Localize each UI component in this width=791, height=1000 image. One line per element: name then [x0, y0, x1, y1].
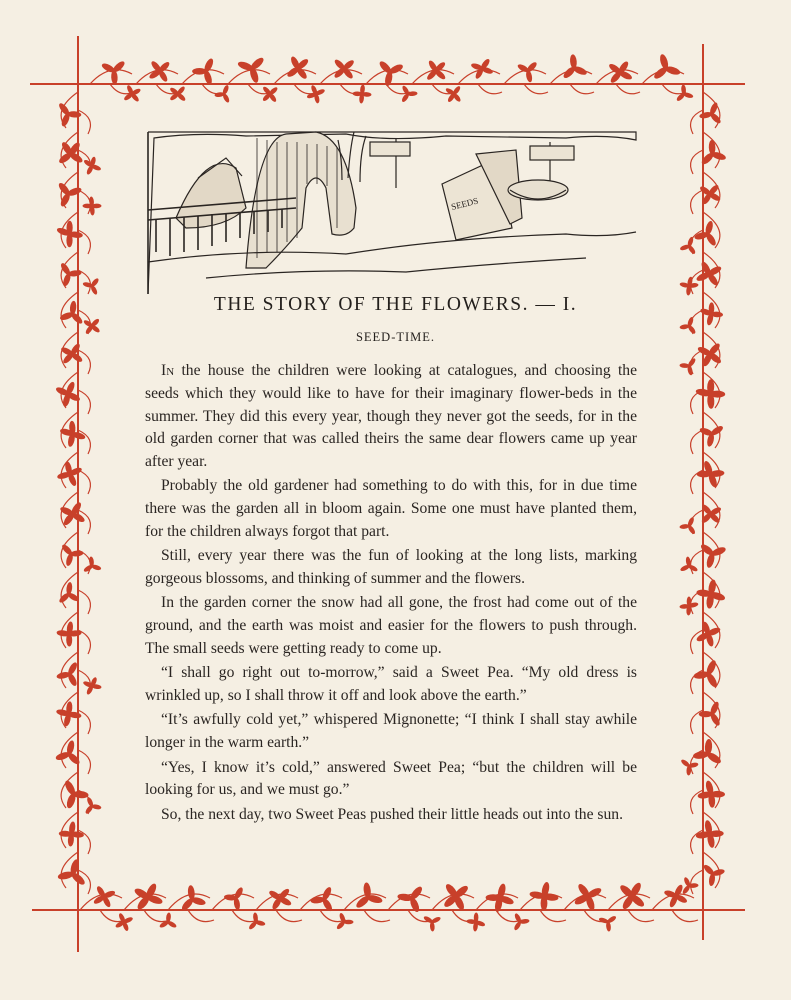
vine-stem — [364, 910, 390, 922]
leaf-cluster — [63, 779, 89, 809]
leaf-cluster — [696, 579, 726, 609]
seed-packets — [442, 150, 522, 240]
leaf-cluster — [310, 886, 334, 913]
leaf-cluster — [192, 57, 215, 85]
drop-lead-word: In — [161, 362, 175, 379]
vine-stem — [78, 470, 90, 494]
leaf-cluster — [680, 758, 699, 775]
vine-stem — [78, 750, 90, 774]
leaf-cluster — [82, 676, 101, 695]
leaf-cluster — [618, 881, 646, 911]
leaf-cluster — [442, 882, 469, 911]
leaf-cluster — [598, 915, 617, 932]
leaf-cluster — [378, 60, 404, 87]
vine-stem — [672, 910, 698, 922]
leaf-cluster — [679, 357, 696, 376]
leaf-cluster — [82, 277, 100, 295]
leaf-cluster — [224, 886, 245, 910]
seed-packet-label: SEEDS — [450, 195, 480, 212]
vine-stem — [78, 590, 90, 614]
leaf-cluster — [697, 342, 723, 368]
leaf-cluster — [82, 196, 101, 215]
leaf-cluster — [466, 912, 485, 931]
vine-stem — [78, 190, 90, 214]
paragraph-7: “Yes, I know it’s cold,” answered Sweet Pea; “but the children will be looking for us, and we must go.” — [145, 758, 637, 799]
story-title: THE STORY OF THE FLOWERS. — I. — [213, 294, 578, 315]
leaf-cluster — [56, 661, 79, 687]
leaf-cluster — [486, 883, 515, 913]
leaf-cluster — [214, 84, 230, 103]
garden-illustration — [146, 128, 640, 294]
leaf-cluster — [573, 882, 602, 911]
paragraph-8: So, the next day, two Sweet Peas pushed their little heads out into the sun. — [161, 805, 623, 823]
leaf-cluster — [663, 884, 688, 909]
leaf-cluster — [133, 882, 163, 911]
paragraph-3: Still, every year there was the fun of looking at the long lists, marking gorgeous blossoms, and thinking of summer and the flowers. — [145, 547, 637, 588]
vine-stem — [504, 70, 546, 84]
vine-stem — [691, 110, 703, 134]
vine-stem — [202, 84, 226, 94]
paragraph-5: “I shall go right out to-morrow,” said a Sweet Pea. “My old dress is wrinkled up, so I shall throw it off and look above the earth.” — [145, 664, 637, 705]
vine-stem — [691, 190, 703, 214]
leaf-cluster — [470, 58, 493, 80]
vine-stem — [78, 350, 90, 374]
leaf-cluster — [695, 820, 723, 849]
leaf-cluster — [56, 221, 83, 248]
leaf-cluster — [84, 796, 101, 814]
vine-stem — [78, 710, 90, 734]
leaf-cluster — [652, 53, 681, 80]
leaf-cluster — [681, 876, 698, 895]
vine-stem — [540, 910, 566, 922]
vine-stem — [628, 910, 654, 922]
vine-stem — [691, 270, 703, 294]
leaf-cluster — [693, 739, 723, 766]
vine-stem — [276, 910, 302, 922]
leaf-cluster — [333, 58, 355, 80]
story-body — [145, 360, 637, 828]
leaf-cluster — [697, 780, 725, 808]
vine-stem — [616, 84, 640, 94]
leaf-cluster — [286, 55, 310, 80]
leaf-cluster — [679, 596, 698, 615]
leaf-cluster — [83, 156, 102, 175]
leaf-cluster — [702, 863, 725, 886]
vine-stem — [78, 390, 90, 414]
leaf-cluster — [397, 885, 424, 913]
story-subtitle: SEED-TIME. — [355, 330, 436, 344]
vine-stem — [691, 150, 703, 174]
leaf-cluster — [679, 556, 698, 572]
vine-stem — [691, 870, 703, 894]
paragraph-1: In the house the children were looking at catalogues, and choosing the seeds which they would like to have for their imaginary flower-beds in the summer. They did this every year, though they never got the seeds, for in the old garden corner that was called theirs the same dear flowers came up year after year. — [145, 362, 637, 471]
leaf-cluster — [423, 915, 442, 932]
paragraph-4: In the garden corner the snow had all gone, the frost had come out of the ground, and the earth was moist and easier for the flowers to push through. The small seeds were getting ready to come up. — [145, 594, 637, 658]
leaf-cluster — [159, 912, 178, 929]
leaf-cluster — [695, 379, 725, 409]
leaf-cluster — [352, 84, 371, 103]
vine-stem — [691, 430, 703, 454]
leaf-cluster — [679, 236, 696, 255]
vine-stem — [524, 84, 548, 94]
paragraph-6: “It’s awfully cold yet,” whispered Mignonette; “I think I shall stay awhile longer in the warm earth.” — [145, 711, 637, 752]
vine-stem — [691, 630, 703, 654]
leaf-cluster — [562, 54, 588, 80]
vine-stem — [478, 84, 502, 94]
leaf-cluster — [679, 276, 699, 295]
paragraph-2: Probably the old gardener had something to do with this, for in due time there was the garden all in bloom again. Some one must have planted them, for the children always forgot that part. — [145, 477, 637, 541]
leaf-cluster — [61, 543, 84, 567]
leaf-cluster — [83, 556, 102, 573]
leaf-cluster — [237, 56, 266, 84]
leaf-cluster — [693, 659, 719, 689]
seed-basket — [508, 180, 568, 200]
leaf-cluster — [148, 60, 171, 83]
leaf-cluster — [529, 881, 559, 911]
leaf-cluster — [679, 516, 696, 535]
leaf-cluster — [354, 882, 383, 909]
leaf-cluster — [180, 885, 206, 912]
vine-stem — [228, 70, 270, 84]
leaf-cluster — [697, 460, 725, 488]
vine-stem — [144, 910, 170, 922]
vine-stem — [570, 84, 594, 94]
vine-stem — [188, 910, 214, 922]
vine-stem — [78, 510, 90, 534]
leaf-cluster — [268, 887, 293, 910]
